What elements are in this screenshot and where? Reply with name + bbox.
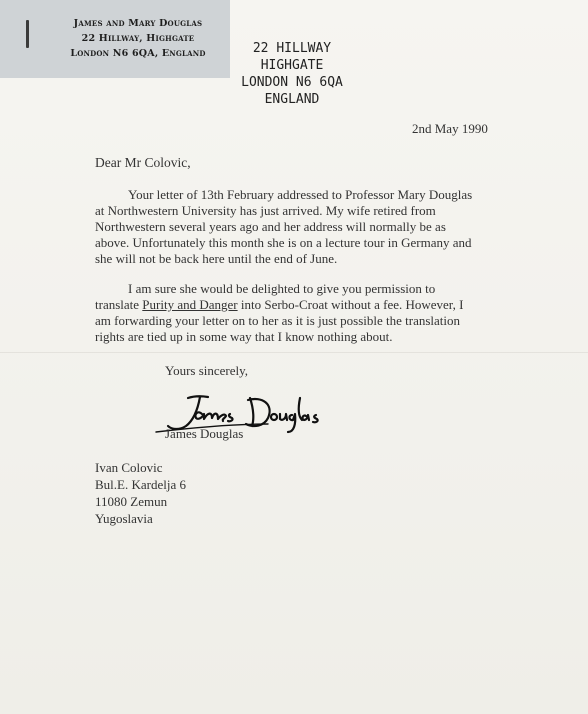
book-title: Purity and Danger: [142, 297, 238, 312]
recipient-line: 11080 Zemun: [95, 494, 168, 509]
letterhead-line: HIGHGATE: [260, 58, 324, 73]
letterhead-line: LONDON N6 6QA: [241, 75, 343, 90]
paragraph-line: am forwarding your letter on to her as it is just possible the translation: [95, 313, 461, 328]
salutation: Dear Mr Colovic,: [95, 155, 191, 170]
letterhead-address: [232, 40, 352, 108]
letter-date: 2nd May 1990: [412, 121, 488, 136]
paper-fold: [0, 352, 588, 353]
paragraph-line: rights are tied up in some way that I know nothing about.: [95, 329, 393, 344]
paragraph-text: translate: [95, 297, 143, 312]
closing: Yours sincerely,: [165, 363, 249, 378]
body-paragraph-1: [95, 187, 495, 267]
paragraph-text: into Serbo-Croat without a fee. However, I: [237, 297, 464, 312]
stamp-line: James and Mary Douglas: [73, 18, 203, 29]
body-paragraph-2: [95, 281, 495, 345]
paragraph-line: I am sure she would be delighted to give you permission to: [128, 281, 436, 296]
recipient-address: [95, 459, 186, 527]
paragraph-line: she will not be back here until the end of June.: [95, 251, 338, 266]
recipient-line: Yugoslavia: [95, 511, 153, 526]
stamp-line: London N6 6QA, England: [70, 48, 206, 59]
stamp-address: [48, 16, 228, 61]
paragraph-line: above. Unfortunately this month she is on a lecture tour in Germany and: [95, 235, 472, 250]
signer-name: James Douglas: [165, 426, 244, 441]
recipient-line: Ivan Colovic: [95, 460, 163, 475]
address-stamp: [0, 0, 230, 78]
recipient-line: Bul.E. Kardelja 6: [95, 477, 186, 492]
letterhead-line: 22 HILLWAY: [252, 41, 332, 56]
paragraph-line: at Northwestern University has just arrived. My wife retired from: [95, 203, 436, 218]
letterhead-line: ENGLAND: [264, 92, 320, 107]
paragraph-line: [95, 297, 495, 313]
staple-mark: [26, 20, 29, 48]
stamp-line: 22 Hillway, Highgate: [81, 33, 195, 44]
paragraph-line: Your letter of 13th February addressed to Professor Mary Douglas: [128, 187, 473, 202]
paragraph-line: Northwestern several years ago and her address will normally be as: [95, 219, 446, 234]
